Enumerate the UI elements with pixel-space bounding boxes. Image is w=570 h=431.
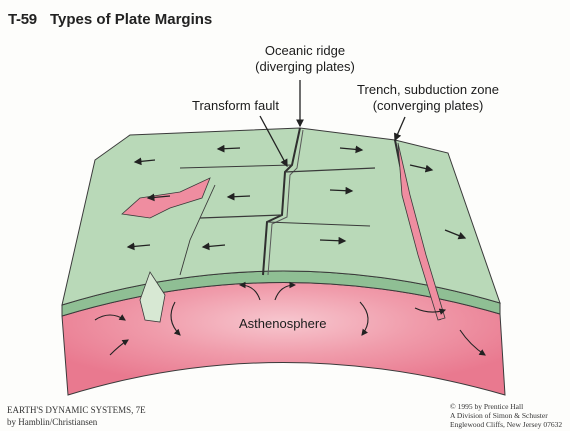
transform-label: Transform fault [192, 98, 279, 113]
ridge-label [245, 43, 365, 75]
ridge-label-line2: (diverging plates) [255, 59, 355, 74]
book-authors: by Hamblin/Christiansen [7, 417, 98, 427]
trench-label [348, 82, 508, 114]
asthenosphere-label: Asthenosphere [239, 316, 327, 331]
book-title: EARTH'S DYNAMIC SYSTEMS, 7E [7, 405, 146, 415]
transparency-number: T-59 [8, 11, 37, 28]
publisher-address: Englewood Cliffs, New Jersey 07632 [450, 420, 563, 429]
trench-label-line2: (converging plates) [372, 98, 484, 113]
publisher-division: A Division of Simon & Schuster [450, 411, 548, 420]
ridge-label-line1: Oceanic ridge [264, 43, 346, 58]
page-title: Types of Plate Margins [50, 11, 213, 28]
trench-callout-arrow [395, 117, 405, 140]
copyright: © 1995 by Prentice Hall [450, 402, 524, 411]
trench-label-line1: Trench, subduction zone [357, 82, 499, 97]
